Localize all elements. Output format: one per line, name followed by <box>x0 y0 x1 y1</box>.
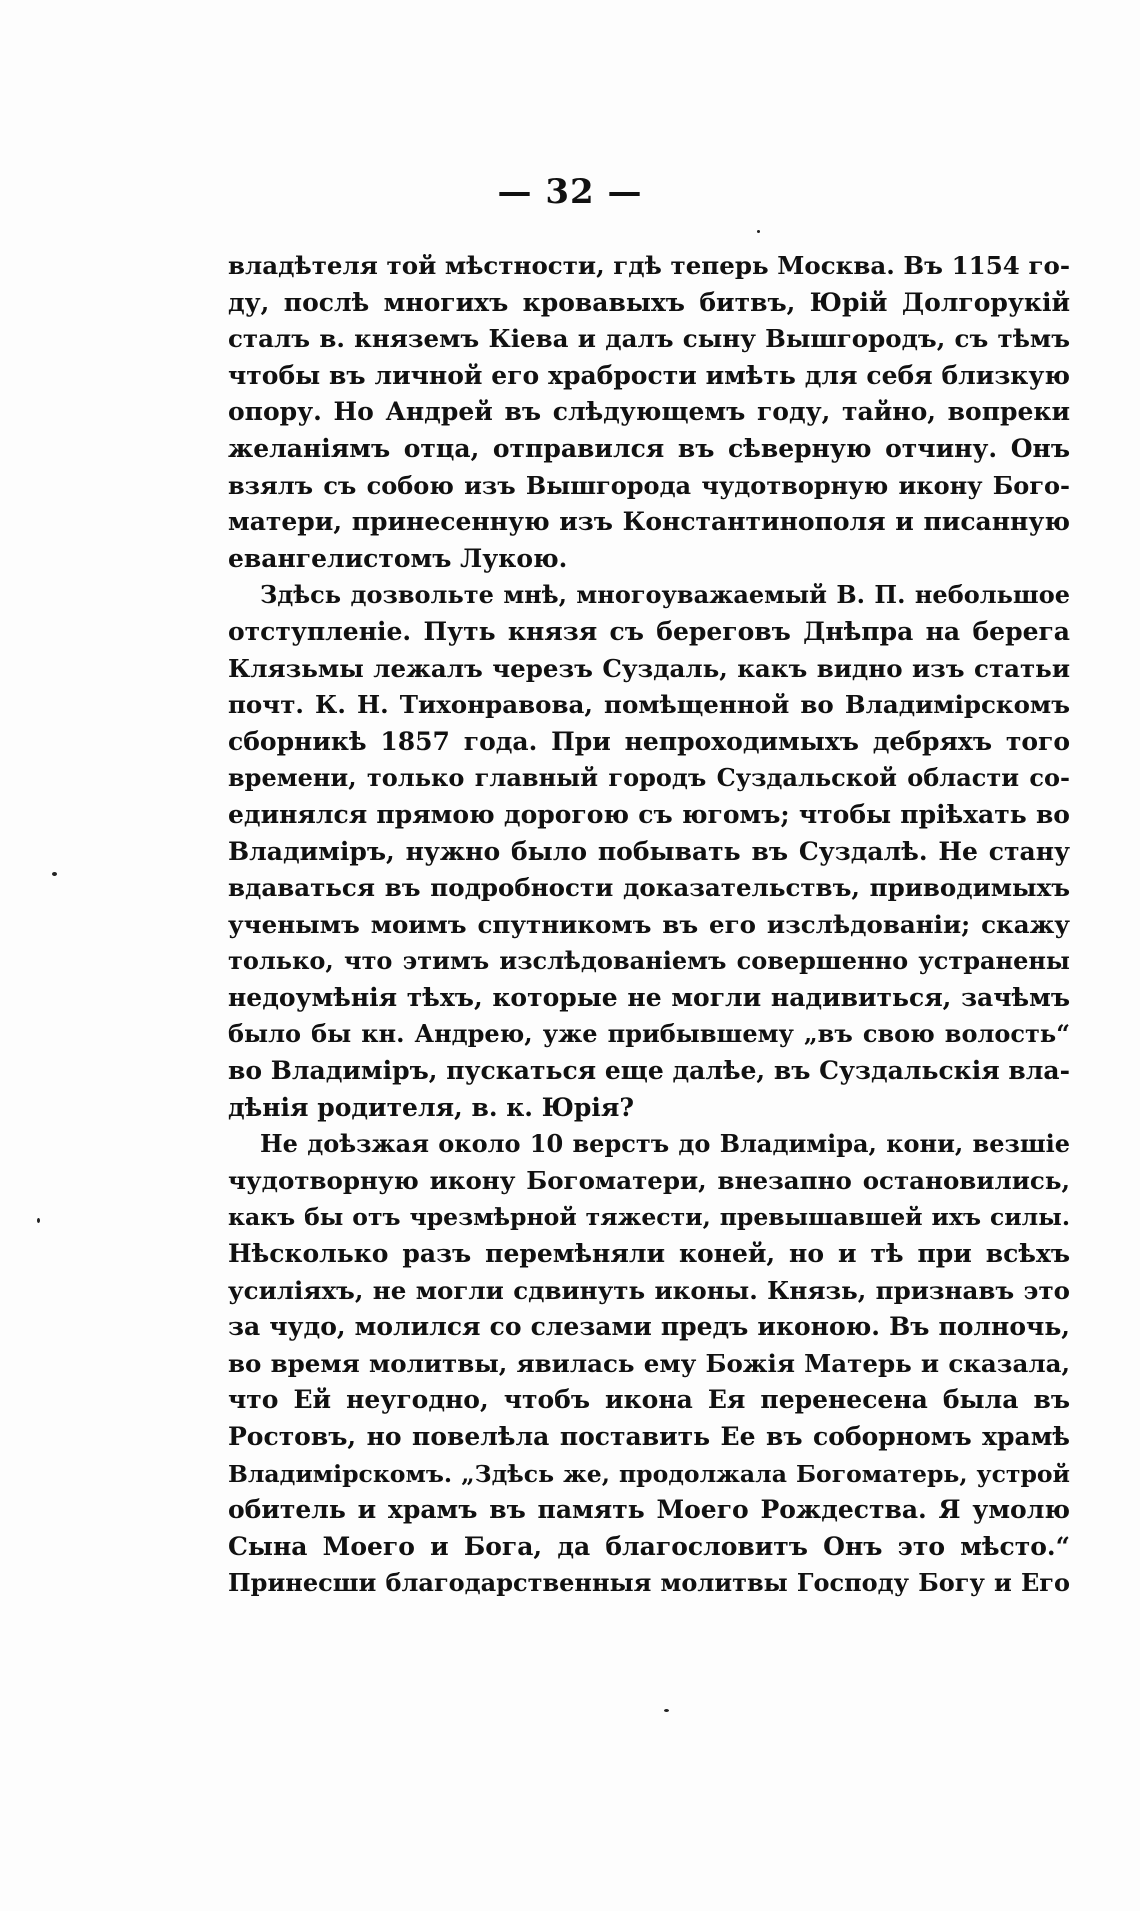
text-line: вдаваться въ подробности доказательствъ, приводимыхъ <box>228 873 1070 903</box>
text-line: сборникѣ 1857 года. При непроходимыхъ дебряхъ того <box>228 726 1070 756</box>
text-line: взялъ съ собою изъ Вышгорода чудотворную икону Бого- <box>228 470 1070 500</box>
text-line: чудотворную икону Богоматери, внезапно остановились, <box>228 1165 1070 1195</box>
text-line: Владимірскомъ. „Здѣсь же, продолжала Богоматерь, устрой <box>228 1459 1070 1488</box>
text-line: дѣнія родителя, в. к. Юрія? <box>228 1092 634 1122</box>
text-line: во время молитвы, явилась ему Божія Матерь и сказала, <box>228 1348 1070 1378</box>
text-line: ду, послѣ многихъ кровавыхъ битвъ, Юрій Долгорукій <box>228 287 1070 317</box>
text-line: за чудо, молился со слезами предъ иконою. Въ полночь, <box>228 1312 1070 1342</box>
scan-speck <box>757 230 760 233</box>
text-line: только, что этимъ изслѣдованіемъ совершенно устранены <box>228 946 1070 976</box>
text-line: сталъ в. княземъ Кіева и далъ сыну Вышгородъ, съ тѣмъ <box>228 324 1070 354</box>
page-number: — 32 — <box>497 172 643 212</box>
scan-speck <box>37 1218 40 1223</box>
text-line: усиліяхъ, не могли сдвинуть иконы. Князь, признавъ это <box>228 1275 1070 1305</box>
text-line: Здѣсь дозвольте мнѣ, многоуважаемый В. П. небольшое <box>260 580 1070 610</box>
text-line: времени, только главный городъ Суздальской области со- <box>228 763 1070 793</box>
text-line: обитель и храмъ въ память Моего Рождества. Я умолю <box>228 1495 1070 1525</box>
text-line: матери, принесенную изъ Константинополя и писанную <box>228 507 1070 537</box>
body-text <box>228 248 1070 1602</box>
text-line: какъ бы отъ чрезмѣрной тяжести, превышавшей ихъ силы. <box>228 1203 1070 1232</box>
text-line: чтобы въ личной его храбрости имѣть для себя близкую <box>228 360 1070 390</box>
text-line: ученымъ моимъ спутникомъ въ его изслѣдованіи; скажу <box>228 909 1070 939</box>
text-line: Не доѣзжая около 10 верстъ до Владиміра, кони, везшіе <box>260 1129 1070 1159</box>
scan-speck <box>52 872 57 876</box>
scan-speck <box>664 1709 669 1712</box>
text-line: Нѣсколько разъ перемѣняли коней, но и тѣ при всѣхъ <box>228 1239 1070 1269</box>
text-line: единялся прямою дорогою съ югомъ; чтобы пріѣхать во <box>228 799 1070 829</box>
text-line: Владиміръ, нужно было побывать въ Суздалѣ. Не стану <box>228 836 1070 866</box>
text-line: во Владиміръ, пускаться еще далѣе, въ Суздальскія вла- <box>228 1056 1070 1086</box>
text-line: владѣтеля той мѣстности, гдѣ теперь Москва. Въ 1154 го- <box>228 251 1070 280</box>
text-line: опору. Но Андрей въ слѣдующемъ году, тайно, вопреки <box>228 397 1070 427</box>
text-line: недоумѣнія тѣхъ, которые не могли надивиться, зачѣмъ <box>228 982 1070 1012</box>
text-line: Сына Моего и Бога, да благословитъ Онъ это мѣсто.“ <box>228 1531 1070 1561</box>
text-line: евангелистомъ Лукою. <box>228 543 568 573</box>
text-line: Ростовъ, но повелѣла поставить Ее въ соборномъ храмѣ <box>228 1422 1070 1451</box>
text-line: отступленіе. Путь князя съ береговъ Днѣпра на берега <box>228 616 1070 646</box>
text-line: Клязьмы лежалъ черезъ Суздаль, какъ видно изъ статьи <box>228 653 1070 683</box>
text-line: желаніямъ отца, отправился въ сѣверную отчину. Онъ <box>228 433 1070 463</box>
text-line: было бы кн. Андрею, уже прибывшему „въ свою волость“ <box>228 1019 1070 1049</box>
text-line: Принесши благодарственныя молитвы Господу Богу и Его <box>228 1568 1070 1598</box>
text-line: что Ей неугодно, чтобъ икона Ея перенесена была въ <box>228 1385 1070 1415</box>
text-line: почт. К. Н. Тихонравова, помѣщенной во Владимірскомъ <box>228 690 1070 720</box>
